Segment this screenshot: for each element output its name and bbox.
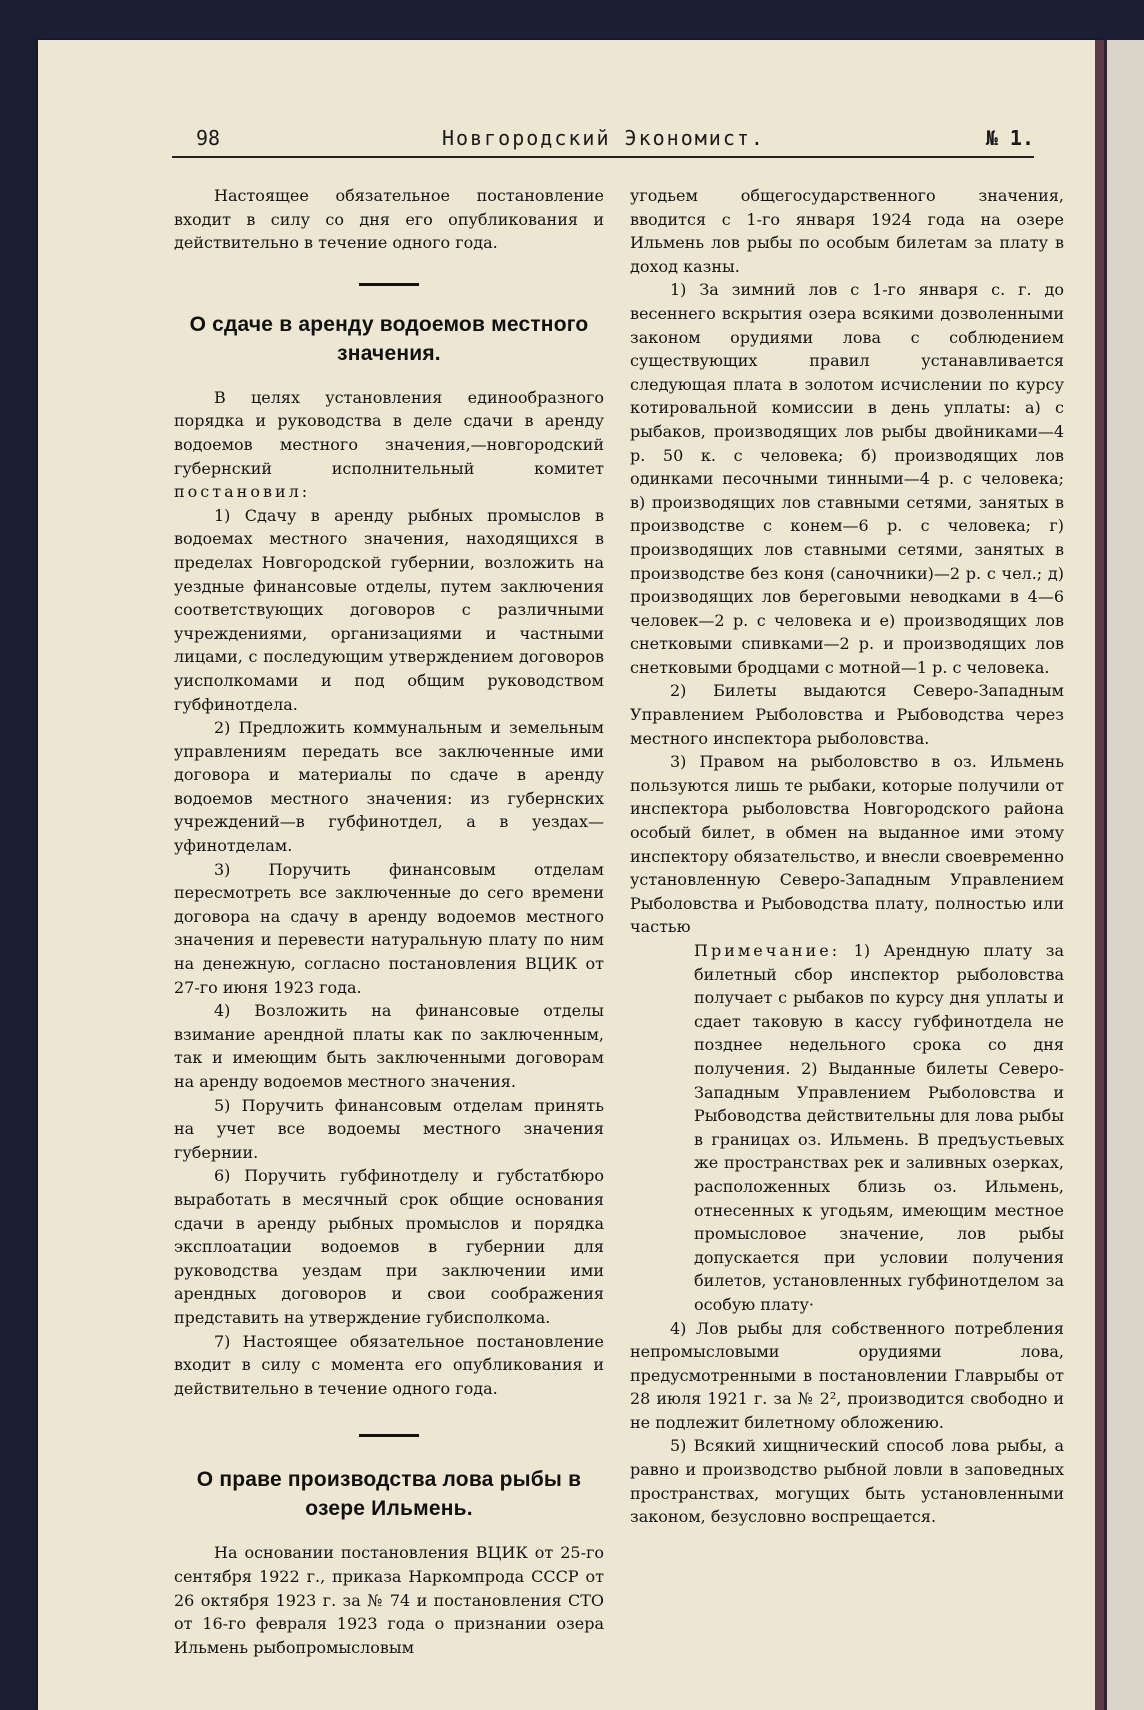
running-header [172,126,1034,156]
binding-spine [1095,40,1104,1710]
article2-item: 1) За зимний лов с 1-го января с. г. до весеннего вскрытия озера всякими дозволенными законом орудиями лова с соблюдением существующих правил устанавливается следующая плата в золотом исчислении по курсу котировальной комиссии в день уплаты: а) с рыбаков, производящих лов рыбы двойниками—4 р. 50 к. с человека; б) производящих лов одинками песочными тинными—4 р. с человека; в) производящих лов ставными сетями, занятых в производстве с конем—6 р. с человека; г) производящих лов ставными сетями, занятых в производстве без коня (саночники)—2 р. с чел.; д) производящих лов береговыми неводками в 4—6 человек—2 р. с человека и е) производящих лов снетковыми спивками—2 р. и производящих лов снетковыми бродцами с мотной—1 р. с человека. [630,280,1064,677]
next-page-edge [1104,40,1144,1710]
article1-item: 2) Предложить коммунальным и земельным управлениям передать все заключенные ими договора и материалы по сдаче в аренду водоемов местного значения: из губернских учреждений—в губфинотдел, а в уездах—уфинотделам. [174,718,604,856]
article1-item: 5) Поручить финансовым отделам принять на учет все водоемы местного значения губернии. [174,1095,604,1162]
note-paragraph [694,939,1064,1317]
article2-lead: На основании постановления ВЦИК от 25-го сентября 1922 г., приказа Наркомпрода СССР от 26 октября 1923 г. за № 74 и постановления СТО от 16-го февраля 1923 года о признании озера Ильмень рыбопромысловым [174,1543,604,1657]
article1-item: 3) Поручить финансовым отделам пересмотреть все заключенные до сего времени договора на сдачу в аренду водоемов местного значения и перевести натуральную плату по ним на денежную, согласно постановления ВЦИК от 27-го июня 1923 года. [174,859,604,997]
header-rule [172,156,1034,158]
article2-item: 4) Лов рыбы для собственного потребления непромысловыми орудиями лова, предусмотренными в постановлении Главрыбы от 28 июля 1921 г. за № 2², производится свободно и не подлежит билетному обложению. [630,1318,1064,1432]
article1-item: 7) Настоящее обязательное постановление входит в силу с момента его опубликования и действительно в течение одного года. [174,1331,604,1398]
article1-lead-emph: постановил: [174,482,311,502]
journal-title: Новгородский Экономист. [442,126,765,150]
right-column [630,184,1064,1529]
intro-paragraph: Настоящее обязательное постановление входит в силу со дня его опубликования и действительно в течение одного года. [174,186,604,253]
article1-item: 6) Поручить губфинотделу и губстатбюро выработать в месячный срок общие основания сдачи в аренду рыбных промыслов и порядка эксплоатации водоемов в губернии для руководства уездам при заключении ими арендных договоров и свои соображения представить на утверждение губисполкома. [174,1166,604,1327]
section-separator [359,283,419,286]
article2-item: 2) Билеты выдаются Северо-Западным Управлением Рыболовства и Рыбоводства через местного инспектора рыболовства. [630,681,1064,748]
article2-item: 3) Правом на рыболовство в оз. Ильмень пользуются лишь те рыбаки, которые получили от инспектора рыболовства Новгородского района особый билет, в обмен на выданное ими этому инспектору обязательство, и внесли своевременно установленную Северо-Западным Управлением Рыболовства и Рыбоводства плату, полностью или частью [630,752,1064,937]
left-column [174,184,604,1659]
article2-title: О праве производства лова рыбы в озере Ильмень. [196,1468,582,1521]
article1-lead [174,386,604,504]
page-number: 98 [196,126,221,150]
article2-item: 5) Всякий хищнический способ лова рыбы, а равно и производство рыбной ловли в заповедных пространствах, могущих быть установленными законом, безусловно воспрещается. [630,1436,1064,1527]
article1-item: 4) Возложить на финансовые отделы взимание арендной платы как по заключенным, так и имеющим быть заключенными договорам на аренду водоемов местного значения. [174,1001,604,1091]
note-label: Примечание: [694,941,841,960]
issue-number: № 1. [985,126,1034,150]
article1-title: О сдаче в аренду водоемов местного значения. [189,312,589,365]
section-separator [359,1434,419,1437]
note-text: 1) Арендную плату за билетный сбор инспектор рыболовства получает с рыбаков по курсу дня уплаты и сдает таковую в кассу губфинотдела не позднее недельного срока со дня получения. 2) Выданные билеты Северо-Западным Управлением Рыболовства и Рыбоводства действительны для лова рыбы в границах оз. Ильмень. В предъустьевых же пространствах рек и заливных озерках, расположенных близь оз. Ильмень, отнесенных к угодьям, имеющим местное промысловое значение, лов рыбы допускается при условии получения билетов, установленных губфинотделом за особую плату· [694,941,1064,1314]
article1-lead-text: В целях установления единообразного порядка и руководства в деле сдачи в аренду водоемов местного значения,—новгородский губернский исполнительный комитет [174,387,604,478]
article2-continuation: угодьем общегосударственного значения, вводится с 1-го января 1924 года на озере Ильмень лов рыбы по особым билетам за плату в доход казны. [630,186,1064,276]
article1-item: 1) Сдачу в аренду рыбных промыслов в водоемах местного значения, находящихся в пределах Новгородской губернии, возложить на уездные финансовые отделы, путем заключения соответствующих договоров с различными учреждениями, организациями и частными лицами, с последующим утверждением договоров уисполкомами и под общим руководством губфинотдела. [174,505,604,714]
